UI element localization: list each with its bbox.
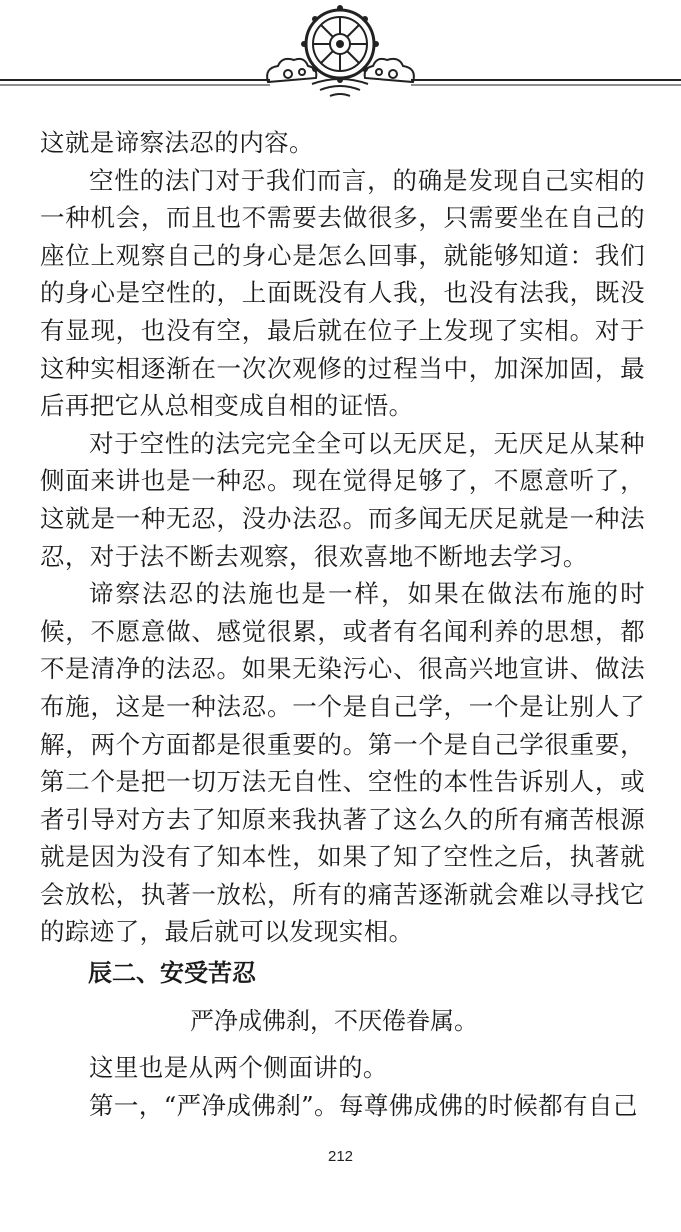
cloud-left-icon <box>267 59 316 82</box>
paragraph: 谛察法忍的法施也是一样，如果在做法布施的时候，不愿意做、感觉很累，或者有名闻利养的思想，都不是清净的法忍。如果无染污心、很高兴地宣讲、做法布施，这是一种法忍。一个是自己学，一个是让别人了解，两个方面都是很重要的。第一个是自己学很重要，第二个是把一切万法无自性、空性的本性告诉别人，或者引导对方去了知原来我执著了这么久的所有痛苦根源就是因为没有了知本性，如果了知了空性之后，执著就会放松，执著一放松，所有的痛苦逐渐就会难以寻找它的踪迹了，最后就可以发现实相。 <box>40 579 645 947</box>
page-number: 212 <box>327 1148 354 1165</box>
paragraph: 对于空性的法完完全全可以无厌足，无厌足从某种侧面来讲也是一种忍。现在觉得足够了，不愿意听了，这就是一种无忍，没办法忍。而多闻无厌足就是一种法忍，对于法不断去观察，很欢喜地不断地去学习。 <box>40 428 645 571</box>
paragraph: 第一，“严净成佛刹”。每尊佛成佛的时候都有自己 <box>89 1090 638 1120</box>
section-heading: 辰二、安受苦忍 <box>88 959 256 988</box>
verse: 严净成佛刹，不厌倦眷属。 <box>190 1007 478 1036</box>
page-body <box>40 124 645 1124</box>
dharma-wheel-icon <box>301 5 379 83</box>
header-ornament <box>0 0 681 110</box>
cloud-right-icon <box>365 59 414 82</box>
paragraph: 这里也是从两个侧面讲的。 <box>89 1053 388 1083</box>
paragraph: 这就是谛察法忍的内容。 <box>40 128 314 157</box>
paragraph: 空性的法门对于我们而言，的确是发现自己实相的一种机会，而且也不需要去做很多，只需要坐在自己的座位上观察自己的身心是怎么回事，就能够知道：我们的身心是空性的，上面既没有人我，也没有法我，既没有显现，也没有空，最后就在位子上发现了实相。对于这种实相逐渐在一次次观修的过程当中，加深加固，最后再把它从总相变成自相的证悟。 <box>40 165 645 421</box>
